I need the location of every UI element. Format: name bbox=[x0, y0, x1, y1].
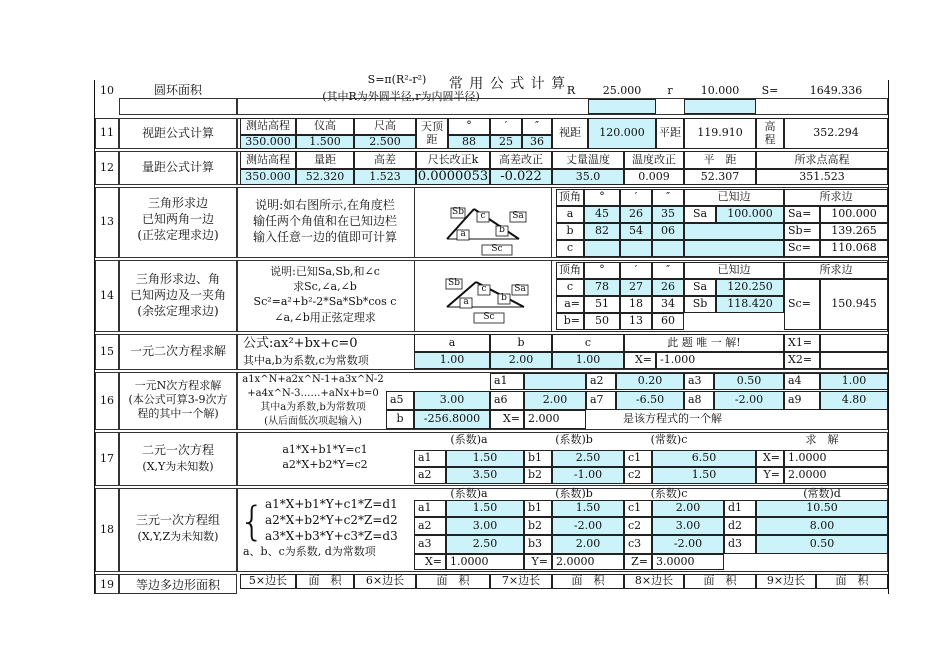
row-number: 19 bbox=[100, 577, 114, 591]
input-cell[interactable]: 2.00 bbox=[490, 352, 552, 369]
input-cell[interactable]: 1.500 bbox=[296, 135, 354, 149]
label-R: R bbox=[566, 83, 576, 97]
result-cell: 352.294 bbox=[784, 118, 888, 149]
result-cell: 2.0000 bbox=[784, 467, 888, 484]
label-cell: a2 bbox=[414, 517, 446, 535]
header-cell: 丈量温度 bbox=[552, 151, 624, 169]
label-cell: c bbox=[556, 279, 584, 296]
input-cell[interactable]: 2.00 bbox=[524, 391, 586, 410]
row-number: 18 bbox=[100, 522, 114, 536]
label-cell: a6 bbox=[490, 391, 524, 410]
label-cell: X= bbox=[490, 410, 524, 429]
input-cell[interactable]: -0.022 bbox=[490, 169, 552, 185]
grid-box bbox=[119, 98, 237, 115]
input-cell[interactable]: 1.00 bbox=[552, 352, 624, 369]
row-number: 10 bbox=[100, 83, 114, 97]
header-cell: 面 积 bbox=[552, 574, 624, 589]
header-cell: 尺高 bbox=[354, 118, 416, 135]
description: 求Sc,∠a,∠b bbox=[293, 280, 357, 294]
formula-note: (其中R为外圆半径,r为内圆半径) bbox=[322, 89, 480, 103]
row-label: (X,Y为未知数) bbox=[142, 459, 214, 473]
result-cell: 351.523 bbox=[756, 169, 888, 185]
input-r[interactable]: 10.000 bbox=[700, 83, 740, 97]
minute-header: ′ bbox=[620, 189, 652, 206]
diagram-label: Sb bbox=[448, 278, 460, 289]
diagram-label: a bbox=[463, 297, 469, 308]
diagram-label: Sb bbox=[452, 207, 464, 218]
header-cell: 高差改正 bbox=[490, 151, 552, 169]
input-cell[interactable]: 1.50 bbox=[446, 500, 524, 517]
status-text: 此 题 唯 一 解! bbox=[624, 334, 784, 352]
label-cell: Sc= bbox=[784, 279, 820, 330]
header-cell: 所求点高程 bbox=[756, 151, 888, 169]
header-cell: 量距 bbox=[296, 151, 354, 169]
minute-header: ′ bbox=[620, 262, 652, 279]
label-cell: Sb= bbox=[784, 223, 820, 240]
header-cell: 7×边长 bbox=[490, 574, 552, 589]
label-cell: Sc= bbox=[784, 240, 820, 257]
input-cell[interactable]: 78 bbox=[584, 279, 620, 296]
label-cell: b= bbox=[556, 313, 584, 330]
label-cell: a1 bbox=[414, 500, 446, 517]
row-number: 15 bbox=[100, 344, 114, 358]
label-cell: b3 bbox=[524, 535, 552, 554]
equation-text: a1*X+b1*Y=c1 bbox=[282, 443, 368, 457]
input-cell[interactable]: -2.00 bbox=[714, 391, 784, 410]
header-cell: 天顶距 bbox=[416, 118, 448, 149]
input-cell[interactable]: 52.320 bbox=[296, 169, 354, 185]
input-cell[interactable]: 25 bbox=[490, 135, 522, 149]
header-cell: 8×边长 bbox=[624, 574, 684, 589]
label-cell: a1 bbox=[490, 373, 524, 390]
result-cell: 110.068 bbox=[820, 240, 888, 257]
header-cell: 6×边长 bbox=[354, 574, 416, 589]
brace-icon: { bbox=[239, 499, 265, 545]
description: 输入任意一边的值即可计算 bbox=[252, 230, 397, 245]
description: Sc²=a²+b²-2*Sa*Sb*cos c bbox=[253, 295, 397, 309]
header-cell: 顶角 bbox=[556, 189, 584, 206]
input-cell[interactable]: 3.00 bbox=[446, 517, 524, 535]
degree-header: ° bbox=[448, 118, 490, 135]
diagram-label: Sa bbox=[512, 211, 524, 222]
label-cell: Sa= bbox=[784, 206, 820, 223]
status-text: 是该方程式的一个解 bbox=[623, 412, 722, 426]
description: 其中a为系数,b为常数项 bbox=[260, 402, 366, 413]
input-cell[interactable] bbox=[684, 223, 784, 240]
formula-text: S=π(R²-r²) bbox=[367, 72, 427, 86]
input-cell[interactable]: 1.50 bbox=[652, 467, 756, 484]
input-cell[interactable]: 82 bbox=[584, 223, 620, 240]
input-cell[interactable]: 27 bbox=[620, 279, 652, 296]
diagram-label: b bbox=[501, 293, 507, 304]
second-header: ″ bbox=[652, 262, 684, 279]
grid-box bbox=[237, 98, 888, 115]
result-cell: 52.307 bbox=[684, 169, 756, 185]
input-cell[interactable]: 06 bbox=[652, 223, 684, 240]
description: (从后面低次项起输入) bbox=[264, 416, 362, 427]
result-cell: 0.009 bbox=[624, 169, 684, 185]
result-cell bbox=[820, 352, 888, 369]
label-cell: d2 bbox=[724, 517, 756, 535]
input-cell[interactable]: 120.000 bbox=[588, 118, 656, 149]
label-cell: c bbox=[556, 240, 584, 257]
result-cell: 1.0000 bbox=[784, 450, 888, 467]
input-cell[interactable]: 8.00 bbox=[756, 517, 888, 535]
label-cell: a2 bbox=[586, 373, 616, 390]
formula-text: +a4x^N-3……+aNx+b=0 bbox=[247, 388, 379, 399]
input-cell[interactable]: -1.00 bbox=[552, 467, 624, 484]
input-cell[interactable]: 88 bbox=[448, 135, 490, 149]
page-title: 常 用 公 式 计 算 bbox=[448, 76, 567, 93]
header-cell: 仪高 bbox=[296, 118, 354, 135]
label-cell: X= bbox=[414, 554, 446, 570]
diagram-label: Sa bbox=[514, 284, 526, 295]
description: a、b、c为系数, d为常数项 bbox=[243, 544, 376, 558]
input-cell[interactable]: -256.8000 bbox=[414, 410, 490, 429]
header-cell: 9×边长 bbox=[756, 574, 816, 589]
label-cell: Sa bbox=[684, 279, 716, 296]
row-label: (本公式可算3-9次方 bbox=[128, 392, 228, 406]
row-label: 二元一次方程 bbox=[141, 443, 214, 458]
result-cell: 2.000 bbox=[524, 410, 586, 429]
input-cell[interactable]: 36 bbox=[522, 135, 552, 149]
label-cell: X2= bbox=[784, 352, 820, 369]
label-cell: c2 bbox=[624, 517, 652, 535]
input-cell[interactable]: 0.0000053 bbox=[417, 168, 489, 184]
result-cell: 34 bbox=[652, 296, 684, 313]
input-cell[interactable] bbox=[524, 373, 586, 390]
header-cell: c bbox=[552, 334, 624, 352]
row-label: (余弦定理求边) bbox=[137, 304, 219, 319]
label-cell: c1 bbox=[624, 500, 652, 517]
input-cell[interactable]: 1.50 bbox=[446, 450, 524, 467]
input-cell[interactable]: 0.20 bbox=[616, 373, 684, 390]
description: 其中a,b为系数,c为常数项 bbox=[243, 353, 369, 367]
input-cell[interactable]: 350.000 bbox=[240, 169, 296, 185]
input-cell[interactable]: 1.50 bbox=[552, 500, 624, 517]
diagram-label: c bbox=[480, 211, 486, 222]
input-cell[interactable]: 35 bbox=[652, 206, 684, 223]
equation-text: a2*X+b2*Y+c2*Z=d2 bbox=[265, 512, 398, 527]
label-cell: Z= bbox=[624, 554, 652, 570]
result-cell: 13 bbox=[620, 313, 652, 330]
row-label: 已知两边及一夹角 bbox=[129, 288, 226, 303]
header-cell: (常数)d bbox=[803, 486, 841, 500]
label-cell: d1 bbox=[724, 500, 756, 517]
input-cell[interactable]: 2.50 bbox=[552, 450, 624, 467]
result-cell: 1.0000 bbox=[446, 554, 524, 570]
result-cell: -1.000 bbox=[656, 352, 784, 369]
sheet-border-right bbox=[888, 80, 889, 594]
label-cell: a8 bbox=[684, 391, 714, 410]
minute-header: ′ bbox=[490, 118, 522, 135]
input-cell[interactable]: 1.523 bbox=[354, 169, 416, 185]
row-number: 17 bbox=[100, 451, 114, 465]
header-cell: 面 积 bbox=[416, 574, 490, 589]
input-cell[interactable]: -6.50 bbox=[616, 391, 684, 410]
description: 说明:已知Sa,Sb,和∠c bbox=[270, 265, 380, 279]
header-cell: 高差 bbox=[354, 151, 416, 169]
label-cell: X1= bbox=[784, 334, 820, 352]
row-label: 视距公式计算 bbox=[141, 125, 214, 140]
label-cell: Y= bbox=[756, 467, 784, 484]
equation-text: a3*X+b3*Y+c3*Z=d3 bbox=[265, 528, 398, 543]
row-label: 三角形求边 bbox=[147, 196, 208, 211]
label-cell: b bbox=[386, 410, 414, 429]
header-cell: 5×边长 bbox=[240, 574, 296, 589]
label-cell: a4 bbox=[784, 373, 820, 390]
equation-text: a2*X+b2*Y=c2 bbox=[282, 458, 368, 472]
row-label: 圆环面积 bbox=[153, 83, 202, 98]
degree-header: ° bbox=[584, 262, 620, 279]
row-label: 等边多边形面积 bbox=[135, 578, 220, 593]
header-cell: 面 积 bbox=[816, 574, 888, 589]
label-cell: 高程 bbox=[756, 118, 784, 149]
label-cell: a7 bbox=[586, 391, 616, 410]
label-cell: a2 bbox=[414, 467, 446, 484]
diagram-label: b bbox=[499, 225, 505, 236]
label-cell: a5 bbox=[386, 391, 414, 410]
row-label: 已知两角一边 bbox=[141, 212, 214, 227]
header-cell: 平 距 bbox=[684, 151, 756, 169]
header-cell: 所求边 bbox=[784, 189, 888, 206]
input-cell[interactable]: 100.000 bbox=[716, 206, 784, 223]
label-cell: b1 bbox=[524, 450, 552, 467]
diagram-label: Sc bbox=[491, 244, 503, 255]
label-cell: Sa bbox=[684, 206, 716, 223]
header-cell: a bbox=[414, 334, 490, 352]
input-cell[interactable]: 0.50 bbox=[714, 373, 784, 390]
row-label: 一元二次方程求解 bbox=[129, 344, 226, 359]
input-cell[interactable]: 26 bbox=[652, 279, 684, 296]
input-cell[interactable]: 45 bbox=[584, 206, 620, 223]
row-label: 一元N次方程求解 bbox=[134, 378, 222, 392]
degree-header: ° bbox=[584, 189, 620, 206]
row-label: 量距公式计算 bbox=[141, 160, 214, 175]
label-cell: b1 bbox=[524, 500, 552, 517]
result-cell: 50 bbox=[584, 313, 620, 330]
input-cell[interactable] bbox=[620, 240, 652, 257]
label-cell: a3 bbox=[414, 535, 446, 554]
input-cell[interactable]: 120.250 bbox=[716, 279, 784, 296]
description: 输任两个角值和在已知边栏 bbox=[252, 214, 397, 229]
input-cell[interactable]: 1.00 bbox=[820, 373, 888, 390]
label-cell: Sb bbox=[684, 296, 716, 313]
input-cell[interactable]: 6.50 bbox=[652, 450, 756, 467]
formula-text: 公式:ax²+bx+c=0 bbox=[243, 336, 358, 352]
row-number: 12 bbox=[100, 160, 114, 174]
label-cell: Y= bbox=[524, 554, 552, 570]
input-cell[interactable]: 4.80 bbox=[820, 391, 888, 410]
header-cell: 已知边 bbox=[684, 189, 784, 206]
header-cell: (常数)c bbox=[650, 433, 688, 447]
input-cell[interactable] bbox=[684, 240, 784, 257]
input-cell[interactable]: 2.00 bbox=[552, 535, 624, 554]
header-cell: (系数)b bbox=[555, 433, 593, 447]
equation-text: a1*X+b1*Y+c1*Z=d1 bbox=[265, 496, 398, 511]
input-cell[interactable]: 118.420 bbox=[716, 296, 784, 313]
label-cell: X= bbox=[624, 352, 656, 369]
input-cell[interactable]: 0.50 bbox=[756, 535, 888, 554]
header-cell: 尺长改正k bbox=[416, 151, 490, 169]
row-number: 11 bbox=[100, 126, 114, 140]
label-cell: b bbox=[556, 223, 584, 240]
label-cell: a1 bbox=[414, 450, 446, 467]
formula-text: a1x^N+a2x^N-1+a3x^N-2 bbox=[242, 374, 384, 385]
header-cell: (系数)a bbox=[450, 486, 488, 500]
header-cell: (系数)b bbox=[555, 486, 593, 500]
row-number: 14 bbox=[100, 288, 114, 302]
input-cell[interactable]: 2.500 bbox=[354, 135, 416, 149]
input-R[interactable]: 25.000 bbox=[602, 83, 642, 97]
label-cell: 视距 bbox=[552, 118, 588, 149]
description: ∠a,∠b用正弦定理求 bbox=[274, 311, 376, 325]
row-label: (X,Y,Z为未知数) bbox=[137, 529, 219, 543]
label-cell: d3 bbox=[724, 535, 756, 554]
diagram-label: c bbox=[481, 284, 487, 295]
input-cell[interactable]: 3.50 bbox=[446, 467, 524, 484]
label-cell: X= bbox=[756, 450, 784, 467]
label-cell: a= bbox=[556, 296, 584, 313]
label-cell: a9 bbox=[784, 391, 820, 410]
result-cell bbox=[820, 334, 888, 352]
input-cell[interactable]: 350.000 bbox=[240, 135, 296, 149]
input-cell[interactable]: 2.00 bbox=[652, 500, 724, 517]
row-label: 程的其中一个解) bbox=[137, 406, 219, 420]
input-cell[interactable]: 1.00 bbox=[414, 352, 490, 369]
result-cell: 51 bbox=[584, 296, 620, 313]
result-cell: 18 bbox=[620, 296, 652, 313]
input-cell[interactable]: 54 bbox=[620, 223, 652, 240]
input-cell[interactable]: 3.00 bbox=[652, 517, 724, 535]
header-cell: 面 积 bbox=[684, 574, 756, 589]
row-number: 13 bbox=[100, 215, 114, 229]
label-cell: a bbox=[556, 206, 584, 223]
description: 说明:如右图所示,在角度栏 bbox=[255, 198, 395, 213]
second-header: ″ bbox=[522, 118, 552, 135]
header-cell: b bbox=[490, 334, 552, 352]
header-cell: 面 积 bbox=[296, 574, 354, 589]
header-cell: 已知边 bbox=[684, 262, 784, 279]
diagram-label: a bbox=[460, 229, 466, 240]
label-cell: c2 bbox=[624, 467, 652, 484]
row-label: 三元一次方程组 bbox=[135, 513, 220, 528]
label-S: S= bbox=[761, 83, 779, 97]
result-cell: 100.000 bbox=[820, 206, 888, 223]
result-S: 1649.336 bbox=[809, 83, 863, 97]
result-cell: 139.265 bbox=[820, 223, 888, 240]
input-cell[interactable]: 10.50 bbox=[756, 500, 888, 517]
row-label: (正弦定理求边) bbox=[137, 228, 219, 243]
input-cell[interactable] bbox=[652, 240, 684, 257]
label-cell: a3 bbox=[684, 373, 714, 390]
header-cell: (系数)c bbox=[650, 486, 688, 500]
input-cell[interactable]: 3.00 bbox=[414, 391, 490, 410]
second-header: ″ bbox=[652, 189, 684, 206]
input-cell[interactable]: 2.50 bbox=[446, 535, 524, 554]
header-cell: 温度改正 bbox=[624, 151, 684, 169]
label-cell: 平距 bbox=[656, 118, 684, 149]
header-cell: 顶角 bbox=[556, 262, 584, 279]
label-r: r bbox=[667, 83, 673, 97]
input-cell[interactable]: -2.00 bbox=[652, 535, 724, 554]
row-label: 三角形求边、角 bbox=[135, 272, 220, 287]
input-cell[interactable]: 35.0 bbox=[552, 169, 624, 185]
label-cell: b2 bbox=[524, 467, 552, 484]
sheet-border-left bbox=[94, 80, 95, 594]
result-cell: 3.0000 bbox=[652, 554, 724, 570]
header-cell: 测站高程 bbox=[240, 118, 296, 135]
input-cell[interactable]: 26 bbox=[620, 206, 652, 223]
result-cell: 60 bbox=[652, 313, 684, 330]
row-number: 16 bbox=[100, 393, 114, 407]
result-cell: 119.910 bbox=[684, 118, 756, 149]
label-cell: c1 bbox=[624, 450, 652, 467]
result-cell: 150.945 bbox=[820, 279, 888, 330]
header-cell: (系数)a bbox=[450, 433, 488, 447]
result-cell: 2.0000 bbox=[552, 554, 624, 570]
input-cell[interactable]: -2.00 bbox=[552, 517, 624, 535]
label-cell: c3 bbox=[624, 535, 652, 554]
header-cell: 求 解 bbox=[805, 433, 839, 447]
diagram-label: Sc bbox=[483, 312, 495, 323]
header-cell: 测站高程 bbox=[240, 151, 296, 169]
label-cell: b2 bbox=[524, 517, 552, 535]
input-cell[interactable] bbox=[584, 240, 620, 257]
header-cell: 所求边 bbox=[784, 262, 888, 279]
